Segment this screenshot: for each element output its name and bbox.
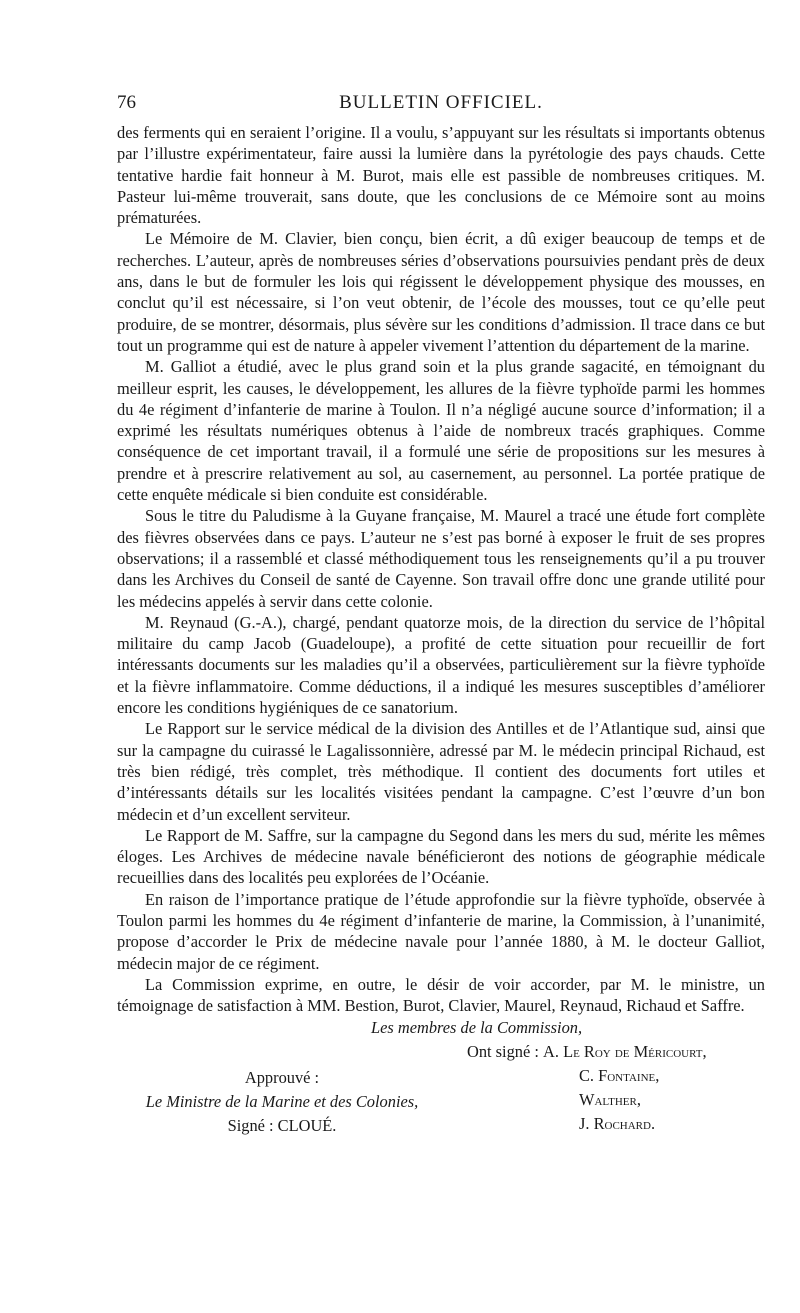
signature-block — [117, 1016, 765, 1146]
paragraph: En raison de l’importance pratique de l’étude approfondie sur la fièvre typhoïde, observée à Toulon parmi les hommes du 4e régiment d’infanterie de marine, la Commission, à l’unanimité, propose d’accorder le Prix de médecine navale pour l’année 1880, à M. le docteur Galliot, médecin major de ce régiment. — [117, 889, 765, 973]
running-title: BULLETIN OFFICIEL. — [339, 92, 543, 113]
signer-line — [467, 1040, 707, 1064]
signers-list — [467, 1040, 707, 1136]
signer-name: A. Le Roy de Méricourt, — [543, 1042, 707, 1062]
paragraph: Sous le titre du Paludisme à la Guyane française, M. Maurel a tracé une étude fort complète des fièvres observées dans ce pays. L’auteur ne s’est pas borné à exposer le fruit de ses propres observations; il a rassemblé et classé méthodiquement tous les renseignements qu’il a pu trouver dans les Archives du Conseil de santé de Cayenne. Son travail offre donc une grande utilité pour les médecins appelés à servir dans cette colonie. — [117, 506, 765, 611]
minister-title: Le Ministre de la Marine et des Colonies, — [145, 1092, 419, 1112]
document-page — [117, 92, 765, 1146]
commission-heading: Les membres de la Commission, — [371, 1018, 583, 1038]
paragraph: La Commission exprime, en outre, le désir de voir accorder, par M. le ministre, un témoignage de satisfaction à MM. Bestion, Burot, Clavier, Maurel, Reynaud, Richaud et Saffre. — [117, 974, 765, 1016]
signer-name: Walther, — [579, 1090, 641, 1110]
paragraph: M. Galliot a étudié, avec le plus grand soin et la plus grande sagacité, en témoignant du meilleur esprit, les causes, le développement, les allures de la fièvre typhoïde parmi les hommes du 4e régiment d’infanterie de marine à Toulon. Il n’a négligé aucune source d’information; il a exprimé les résultats numériques obtenus à l’aide de nombreux tracés graphiques. Comme conséquence de cet important travail, il a formulé une série de propositions sur les mesures à prendre et à prescrire relativement au sol, au casernement, au personnel. La portée pratique de cette enquête médicale si bien conduite est considérable. — [117, 357, 765, 505]
signer-name: C. Fontaine, — [579, 1066, 660, 1086]
report-body — [117, 122, 765, 1016]
paragraph: Le Rapport sur le service médical de la division des Antilles et de l’Atlantique sud, ainsi que sur la campagne du cuirassé le Lagalissonnière, adressé par M. le médecin principal Richaud, est très bien rédigé, très complet, très méthodique. Il contient des documents fort utiles et d’intéressants détails sur les localités visitées pendant la campagne. C’est l’œuvre d’un bon médecin et d’un excellent serviteur. — [117, 719, 765, 824]
approved-label: Approuvé : — [244, 1068, 320, 1088]
signer-name: J. Rochard. — [579, 1114, 656, 1134]
page-header — [117, 92, 765, 122]
signed-label: Ont signé : — [467, 1042, 539, 1062]
paragraph: Le Rapport de M. Saffre, sur la campagne du Segond dans les mers du sud, mérite les mêmes éloges. Les Archives de médecine navale bénéficieront des notions de géographie médicale recueillies dans des localités peu explorées de l’Océanie. — [117, 825, 765, 888]
paragraph: des ferments qui en seraient l’origine. Il a voulu, s’appuyant sur les résultats si importants obtenus par l’illustre expérimentateur, faire aussi la lumière dans la pyrétologie des pays chauds. Cette tentative hardie fait honneur à M. Burot, mais elle est passible de nombreuses critiques. M. Pasteur lui-même trouverait, sans doute, que les conclusions de ce Mémoire sont au moins prématurées. — [117, 123, 765, 228]
approval-block — [117, 1066, 447, 1138]
page-number: 76 — [117, 92, 136, 113]
paragraph: M. Reynaud (G.-A.), chargé, pendant quatorze mois, de la direction du service de l’hôpital militaire du camp Jacob (Guadeloupe), a profité de cette situation pour recueillir de fort intéressants documents sur les maladies qu’il a observées, particulièrement sur la fièvre typhoïde et la fièvre inflammatoire. Comme déductions, il a indiqué les mesures susceptibles d’améliorer encore les conditions hygiéniques de ce sanatorium. — [117, 612, 765, 718]
paragraph: Le Mémoire de M. Clavier, bien conçu, bien écrit, a dû exiger beaucoup de temps et de recherches. L’auteur, après de nombreuses séries d’observations poursuivies pendant près de deux ans, dans le but de formuler les lois qui régissent le développement physique des mousses, en conclut qu’il est nécessaire, si l’on veut obtenir, de l’école des mousses, tout ce qu’elle peut produire, de se montrer, désormais, plus sévère sur les conditions d’admission. Il trace dans ce but tout un programme qui est de nature à appeler vivement l’attention du département de la marine. — [117, 229, 765, 355]
minister-signature: Signé : CLOUÉ. — [227, 1116, 337, 1136]
